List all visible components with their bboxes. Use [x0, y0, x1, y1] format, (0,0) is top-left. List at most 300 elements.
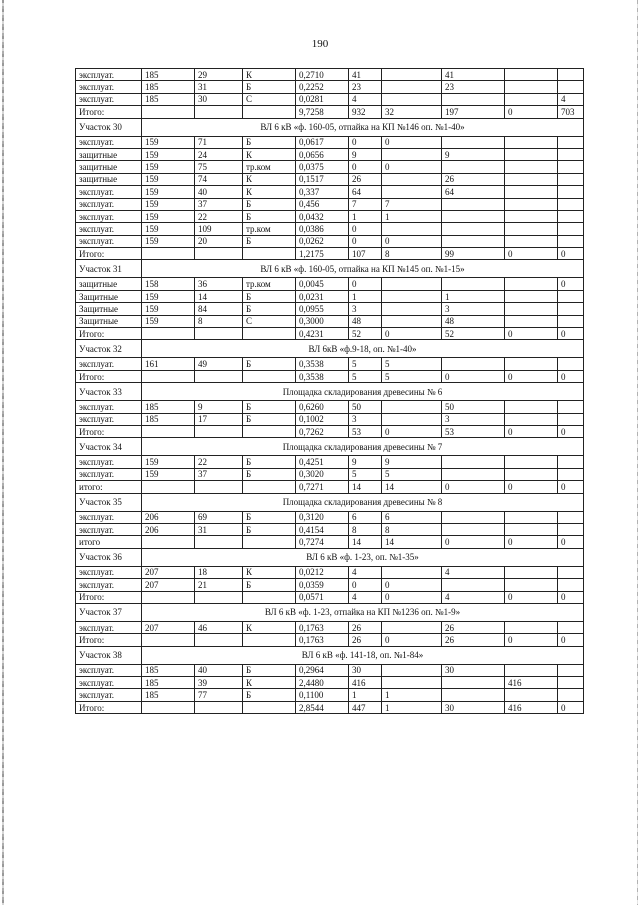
table-cell: 0,1517 [296, 173, 349, 185]
table-cell: эксплуат. [76, 689, 142, 701]
table-cell: 0 [558, 328, 584, 340]
table-cell: 0,0281 [296, 93, 349, 105]
table-cell: 5 [349, 370, 382, 382]
table-cell [505, 81, 558, 93]
table-row [76, 161, 584, 173]
table-cell [442, 210, 505, 222]
table-cell: 0 [558, 425, 584, 437]
table-cell: 0 [382, 634, 442, 646]
table-cell [442, 579, 505, 591]
table-cell: 0 [382, 425, 442, 437]
table-cell: эксплуат. [76, 93, 142, 105]
table-cell: 6 [382, 511, 442, 523]
table-cell [382, 81, 442, 93]
table-cell: Б [243, 303, 296, 315]
table-cell: 185 [142, 677, 195, 689]
table-cell: 0,2964 [296, 664, 349, 676]
table-cell [558, 186, 584, 198]
section-number: Участок 32 [76, 340, 142, 358]
table-cell: 0 [349, 223, 382, 235]
table-cell: Б [243, 456, 296, 468]
table-cell: 4 [442, 566, 505, 578]
table-cell: 416 [505, 677, 558, 689]
table-cell: 0,7271 [296, 481, 349, 493]
table-cell: 0 [505, 591, 558, 603]
table-cell: 0 [558, 701, 584, 713]
table-cell: 0,0045 [296, 278, 349, 290]
table-cell: 5 [382, 370, 442, 382]
table-cell: 30 [349, 664, 382, 676]
table-cell: 99 [442, 248, 505, 260]
table-cell: 416 [349, 677, 382, 689]
table-cell: эксплуат. [76, 413, 142, 425]
table-cell: эксплуат. [76, 456, 142, 468]
table-row [76, 290, 584, 302]
table-cell [382, 148, 442, 160]
table-cell [505, 579, 558, 591]
table-cell: 0,3000 [296, 315, 349, 327]
table-cell [505, 511, 558, 523]
table-cell [558, 456, 584, 468]
table-cell [142, 425, 195, 437]
table-cell: 53 [349, 425, 382, 437]
table-cell [442, 456, 505, 468]
table-cell: 159 [142, 161, 195, 173]
table-cell: 5 [349, 468, 382, 480]
table-cell: тр.ком [243, 161, 296, 173]
table-cell: 107 [349, 248, 382, 260]
table-cell: 207 [142, 579, 195, 591]
table-cell: 0 [505, 106, 558, 118]
page-number: 190 [311, 38, 329, 50]
table-row [76, 148, 584, 160]
total-row [76, 425, 584, 437]
table-cell: эксплуат. [76, 664, 142, 676]
section-header-row [76, 646, 584, 664]
table-cell: 447 [349, 701, 382, 713]
table-cell: 0 [349, 161, 382, 173]
table-row [76, 210, 584, 222]
section-number: Участок 31 [76, 260, 142, 278]
table-cell: 1 [382, 701, 442, 713]
table-cell: 0,2710 [296, 69, 349, 81]
total-row [76, 536, 584, 548]
table-cell: 159 [142, 148, 195, 160]
table-row [76, 303, 584, 315]
table-cell [505, 186, 558, 198]
table-cell: К [243, 148, 296, 160]
table-cell [195, 536, 243, 548]
section-number: Участок 34 [76, 438, 142, 456]
table-cell: 5 [349, 358, 382, 370]
table-cell [382, 677, 442, 689]
section-title: ВЛ 6 кВ «ф. 141-18, оп. №1-84» [142, 646, 584, 664]
table-cell: 0,0359 [296, 579, 349, 591]
table-cell: эксплуат. [76, 136, 142, 148]
table-cell: 5 [382, 358, 442, 370]
table-cell [558, 677, 584, 689]
table-cell [505, 235, 558, 247]
section-number: Участок 33 [76, 383, 142, 401]
table-cell [505, 468, 558, 480]
table-cell: 30 [442, 664, 505, 676]
table-cell: Б [243, 401, 296, 413]
table-cell: 9 [442, 148, 505, 160]
table-cell: Итого: [76, 248, 142, 260]
table-cell: эксплуат. [76, 81, 142, 93]
table-cell: 0,0432 [296, 210, 349, 222]
table-cell: 36 [195, 278, 243, 290]
table-cell: 69 [195, 511, 243, 523]
table-cell [142, 106, 195, 118]
table-cell [558, 689, 584, 701]
table-row [76, 621, 584, 633]
table-cell [243, 248, 296, 260]
table-cell [195, 481, 243, 493]
table-cell [442, 278, 505, 290]
table-cell [442, 511, 505, 523]
table-cell [442, 93, 505, 105]
table-cell: 0,0571 [296, 591, 349, 603]
section-number: Участок 35 [76, 493, 142, 511]
table-cell [243, 634, 296, 646]
table-cell [382, 566, 442, 578]
table-cell: 185 [142, 413, 195, 425]
table-cell: 0,2252 [296, 81, 349, 93]
table-cell: 3 [442, 413, 505, 425]
section-number: Участок 36 [76, 548, 142, 566]
table-cell: 0 [505, 481, 558, 493]
table-cell [505, 664, 558, 676]
table-cell: эксплуат. [76, 358, 142, 370]
table-cell: 207 [142, 621, 195, 633]
table-cell: 703 [558, 106, 584, 118]
total-row [76, 481, 584, 493]
table-cell: защитные [76, 173, 142, 185]
table-cell [382, 223, 442, 235]
table-cell: 53 [442, 425, 505, 437]
table-cell: 26 [349, 621, 382, 633]
table-cell [558, 315, 584, 327]
table-cell [195, 328, 243, 340]
table-cell: 21 [195, 579, 243, 591]
table-cell: 2,4480 [296, 677, 349, 689]
table-cell: 14 [382, 481, 442, 493]
table-cell [505, 69, 558, 81]
table-cell: 0 [442, 370, 505, 382]
table-cell [382, 173, 442, 185]
table-cell [558, 401, 584, 413]
table-cell [382, 303, 442, 315]
table-cell: 17 [195, 413, 243, 425]
table-cell [505, 456, 558, 468]
table-cell: 0,1763 [296, 621, 349, 633]
table-cell: 20 [195, 235, 243, 247]
table-cell: 1 [349, 689, 382, 701]
table-cell [442, 468, 505, 480]
table-cell: Б [243, 511, 296, 523]
table-cell [243, 536, 296, 548]
table-cell [505, 621, 558, 633]
table-cell: 49 [195, 358, 243, 370]
table-cell [505, 223, 558, 235]
table-cell [195, 701, 243, 713]
section-title: ВЛ 6кВ «ф.9-18, оп. №1-40» [142, 340, 584, 358]
table-cell: 0 [558, 248, 584, 260]
table-cell: 50 [349, 401, 382, 413]
table-cell: эксплуат. [76, 566, 142, 578]
table-cell: 52 [349, 328, 382, 340]
table-cell: 0 [382, 591, 442, 603]
table-cell: 9 [195, 401, 243, 413]
table-cell: итого [76, 536, 142, 548]
table-cell: 0,3020 [296, 468, 349, 480]
table-cell: защитные [76, 148, 142, 160]
table-cell [558, 511, 584, 523]
table-cell: 0 [442, 536, 505, 548]
table-row [76, 358, 584, 370]
table-cell: 4 [349, 93, 382, 105]
table-cell [505, 566, 558, 578]
table-cell: 0 [558, 481, 584, 493]
table-cell: 0 [505, 328, 558, 340]
table-cell: 0,0212 [296, 566, 349, 578]
table-cell [382, 664, 442, 676]
table-cell: 14 [382, 536, 442, 548]
table-cell: Б [243, 136, 296, 148]
table-cell [442, 523, 505, 535]
section-header-row [76, 548, 584, 566]
table-cell: 159 [142, 210, 195, 222]
table-cell: 4 [558, 93, 584, 105]
table-cell: 0 [349, 278, 382, 290]
table-cell [505, 148, 558, 160]
table-cell: 0,0656 [296, 148, 349, 160]
table-cell [505, 278, 558, 290]
table-cell [382, 413, 442, 425]
table-cell: Б [243, 664, 296, 676]
table-cell [442, 223, 505, 235]
table-row [76, 173, 584, 185]
table-cell: 26 [442, 634, 505, 646]
table-cell [382, 69, 442, 81]
table-row [76, 93, 584, 105]
forest-plots-table [75, 68, 584, 714]
table-cell: эксплуат. [76, 677, 142, 689]
table-cell: эксплуат. [76, 198, 142, 210]
table-cell: 74 [195, 173, 243, 185]
table-cell: 932 [349, 106, 382, 118]
scan-edge-right [637, 0, 638, 905]
table-cell [558, 358, 584, 370]
table-cell [195, 106, 243, 118]
table-row [76, 677, 584, 689]
table-cell [142, 248, 195, 260]
total-row [76, 370, 584, 382]
table-row [76, 468, 584, 480]
table-cell: эксплуат. [76, 579, 142, 591]
table-cell: 0,337 [296, 186, 349, 198]
total-row [76, 591, 584, 603]
table-cell: 0,1763 [296, 634, 349, 646]
table-cell [442, 677, 505, 689]
section-number: Участок 37 [76, 603, 142, 621]
table-cell [558, 69, 584, 81]
table-cell [505, 315, 558, 327]
table-row [76, 315, 584, 327]
table-cell: 0,4251 [296, 456, 349, 468]
table-cell: Б [243, 413, 296, 425]
table-cell [442, 689, 505, 701]
table-cell: 159 [142, 136, 195, 148]
table-cell: 206 [142, 523, 195, 535]
table-cell [442, 161, 505, 173]
table-row [76, 198, 584, 210]
table-cell [442, 235, 505, 247]
table-cell: 26 [349, 634, 382, 646]
table-cell: 26 [442, 621, 505, 633]
table-cell: 1 [349, 210, 382, 222]
table-cell: 48 [442, 315, 505, 327]
table-cell: 26 [349, 173, 382, 185]
table-cell: 9,7258 [296, 106, 349, 118]
table-cell [505, 413, 558, 425]
table-row [76, 511, 584, 523]
table-cell [243, 425, 296, 437]
table-cell [558, 579, 584, 591]
table-cell: Б [243, 290, 296, 302]
table-cell [382, 315, 442, 327]
table-cell [558, 161, 584, 173]
table-cell: 159 [142, 456, 195, 468]
table-cell: 159 [142, 173, 195, 185]
table-cell: 0,0231 [296, 290, 349, 302]
table-cell: 185 [142, 401, 195, 413]
table-row [76, 566, 584, 578]
total-row [76, 248, 584, 260]
table-cell: 185 [142, 81, 195, 93]
table-cell [505, 290, 558, 302]
section-header-row [76, 493, 584, 511]
table-cell: 0 [558, 278, 584, 290]
table-cell [505, 173, 558, 185]
table-cell: Б [243, 689, 296, 701]
table-cell: 7 [349, 198, 382, 210]
table-cell: К [243, 677, 296, 689]
table-cell: 159 [142, 303, 195, 315]
table-cell: 30 [442, 701, 505, 713]
table-cell: 416 [505, 701, 558, 713]
table-cell: Итого: [76, 370, 142, 382]
table-cell [558, 566, 584, 578]
table-cell: 161 [142, 358, 195, 370]
table-cell: эксплуат. [76, 401, 142, 413]
table-cell: 159 [142, 235, 195, 247]
table-cell: эксплуат. [76, 223, 142, 235]
table-cell [382, 401, 442, 413]
section-header-row [76, 383, 584, 401]
table-cell: 9 [382, 456, 442, 468]
table-cell [382, 290, 442, 302]
table-cell: 8 [382, 523, 442, 535]
table-cell: 207 [142, 566, 195, 578]
table-cell: эксплуат. [76, 235, 142, 247]
table-cell: эксплуат. [76, 210, 142, 222]
table-cell: 3 [442, 303, 505, 315]
table-cell: 84 [195, 303, 243, 315]
table-cell: 1 [382, 210, 442, 222]
table-cell: 1 [382, 689, 442, 701]
table-cell: 4 [349, 591, 382, 603]
table-cell [442, 136, 505, 148]
table-cell: 206 [142, 511, 195, 523]
table-row [76, 136, 584, 148]
table-cell [195, 248, 243, 260]
table-cell: 109 [195, 223, 243, 235]
table-cell: 7 [382, 198, 442, 210]
table-cell: защитные [76, 278, 142, 290]
table-cell: 159 [142, 223, 195, 235]
table-cell [142, 591, 195, 603]
section-number: Участок 30 [76, 118, 142, 136]
section-title: Площадка складирования древесины № 7 [142, 438, 584, 456]
table-cell: эксплуат. [76, 186, 142, 198]
table-cell [505, 401, 558, 413]
table-cell: 41 [442, 69, 505, 81]
table-cell: итого: [76, 481, 142, 493]
table-cell: Защитные [76, 315, 142, 327]
table-cell: 1 [349, 290, 382, 302]
table-cell: Б [243, 468, 296, 480]
total-row [76, 701, 584, 713]
table-cell: Итого: [76, 634, 142, 646]
table-cell: 37 [195, 468, 243, 480]
table-cell: 14 [195, 290, 243, 302]
table-cell: 0,7274 [296, 536, 349, 548]
table-cell: 23 [442, 81, 505, 93]
table-cell: 0 [505, 248, 558, 260]
table-cell [243, 591, 296, 603]
table-cell: 0,0262 [296, 235, 349, 247]
table-cell [558, 621, 584, 633]
table-cell [558, 290, 584, 302]
table-cell [558, 664, 584, 676]
table-cell [142, 481, 195, 493]
section-title: ВЛ 6 кВ «ф. 160-05, отпайка на КП №145 оп. №1-15» [142, 260, 584, 278]
table-cell: С [243, 93, 296, 105]
table-cell: Защитные [76, 303, 142, 315]
table-cell: 30 [195, 93, 243, 105]
table-cell [142, 634, 195, 646]
table-cell: Защитные [76, 290, 142, 302]
table-cell: Б [243, 198, 296, 210]
table-row [76, 664, 584, 676]
table-cell: Итого: [76, 425, 142, 437]
table-cell [382, 278, 442, 290]
table-row [76, 401, 584, 413]
table-cell [558, 413, 584, 425]
table-row [76, 456, 584, 468]
table-cell: 0 [382, 328, 442, 340]
table-cell: эксплуат. [76, 621, 142, 633]
section-header-row [76, 118, 584, 136]
table-cell: 0 [558, 591, 584, 603]
table-cell: тр.ком [243, 223, 296, 235]
table-cell [243, 106, 296, 118]
table-row [76, 235, 584, 247]
scan-edge-left [2, 0, 4, 905]
table-cell [558, 198, 584, 210]
